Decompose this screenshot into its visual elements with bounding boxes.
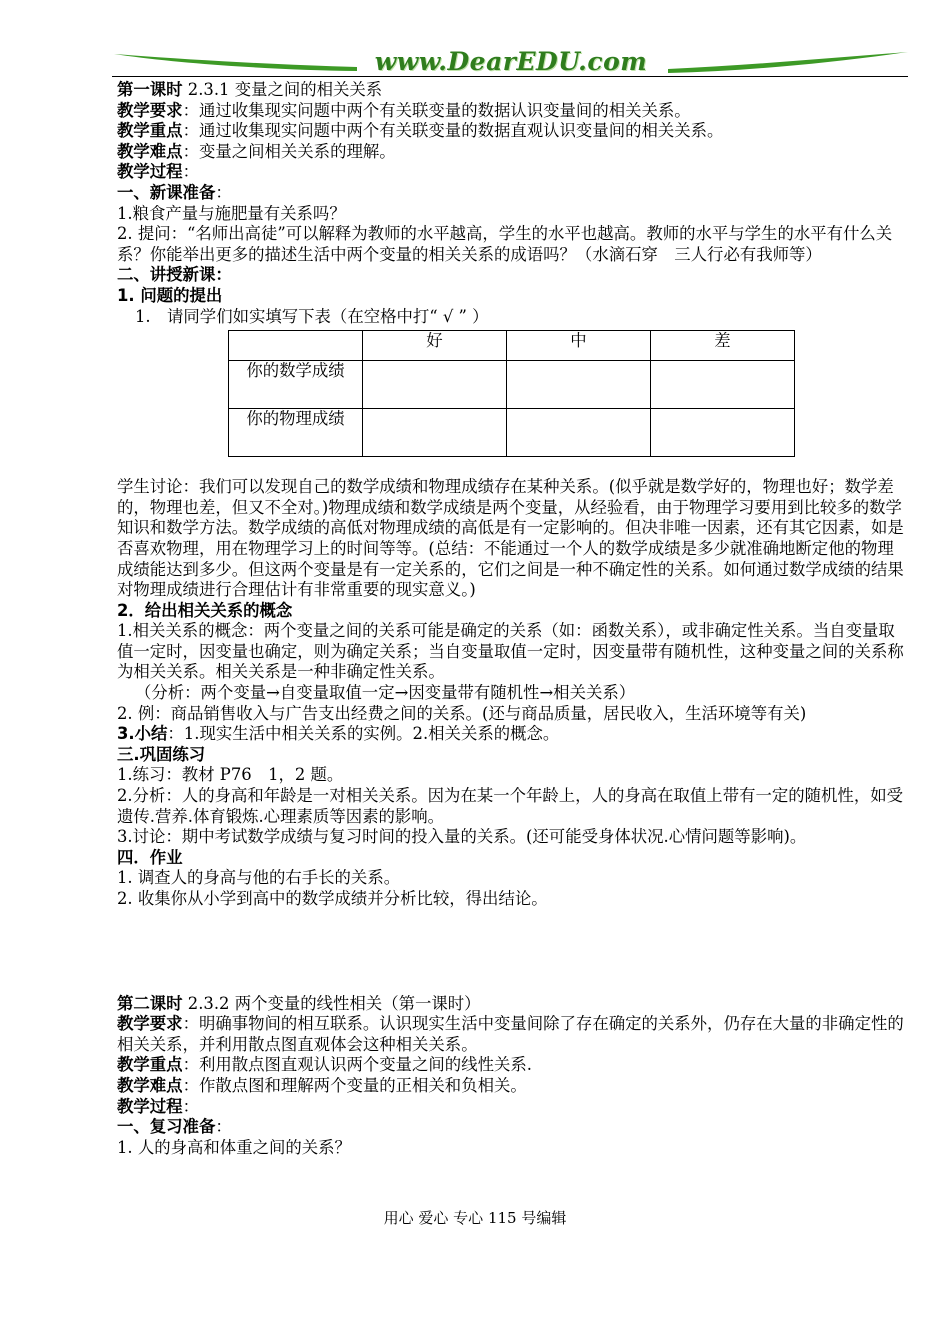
concept-analysis: （分析：两个变量→自变量取值一定→因变量带有随机性→相关关系） [135,683,636,703]
concept-heading: 2．给出相关关系的概念 [117,600,293,620]
table-header-cell: 差 [651,331,795,361]
discussion-paragraph: 学生讨论：我们可以发现自己的数学成绩和物理成绩存在某种关系。(似乎就是数学好的，物理也好；数学差的，物理也差，但又不全对。)物理成绩和数学成绩是两个变量，从经验看，由于物理学习要用到比较多的数学知识和数学方法。数学成绩的高低对物理成绩的高低是有一定影响的。但决非唯一因素，还有其它因素，如是否喜欢物理，用在物理学习上的时间等等。(总结：不能通过一个人的数学成绩是多少就准确地断定他的物理成绩能达到多少。但这两个变量是有一定关系的，它们之间是一种不确定性的关系。如何通过数学成绩的结果对物理成绩进行合理估计有非常重要的现实意义。) [117,477,904,600]
row-label-cell: 你的物理成绩 [229,409,363,457]
lesson1-difficulty: 教学难点：变量之间相关关系的理解。 [117,141,396,161]
section4-heading: 四．作业 [117,847,183,867]
fill-cell[interactable] [651,361,795,409]
lesson1-section1-heading: 一、新课准备： [117,182,232,202]
fill-cell[interactable] [363,409,507,457]
section3-heading: 三.巩固练习 [117,744,206,764]
table-header-cell [229,331,363,361]
practice-1: 1.练习：教材 P76 1，2 题。 [117,765,344,785]
homework-2: 2. 收集你从小学到高中的数学成绩并分析比较，得出结论。 [117,889,548,908]
page-footer: 用心 爱心 专心 115 号编辑 [383,1209,567,1227]
table-instruction: 1. 请同学们如实填写下表（在空格中打“ √ ” ） [135,306,489,326]
lesson1-prep-q2: 2. 提问：“名师出高徒”可以解释为教师的水平越高，学生的水平也越高。教师的水平与学生的水平有什么关系？你能举出更多的描述生活中两个变量的相关关系的成语吗？（水滴石穿 三人行必有我师等） [117,224,893,264]
spacer [117,910,909,994]
lesson1-section2-heading: 二、讲授新课： [117,265,232,285]
lesson1-process: 教学过程： [117,162,199,182]
concept-definition: 1.相关关系的概念：两个变量之间的关系可能是确定的关系（如：函数关系），或非确定性关系。当自变量取值一定时，因变量也确定，则为确定关系；当自变量取值一定时，因变量带有随机性，这种变量之间的关系称为相关关系。相关关系是一种非确定性关系。 [117,621,904,682]
lesson1-prep-q1: 1.粮食产量与施肥量有关系吗？ [117,203,346,223]
lesson2-title: 第二课时 2.3.2 两个变量的线性相关（第一课时） [117,993,481,1013]
practice-3: 3.讨论：期中考试数学成绩与复习时间的投入量的关系。(还可能受身体状况.心情问题等影响)。 [117,827,807,847]
lesson2-review-q1: 1. 人的身高和体重之间的关系？ [117,1137,351,1157]
site-brand: www.DearEDU.com [374,47,648,76]
page-header [112,46,910,80]
table-header-cell: 中 [507,331,651,361]
fill-cell[interactable] [507,361,651,409]
grades-table [228,330,795,457]
document-body [117,80,909,1158]
lesson2-difficulty: 教学难点：作散点图和理解两个变量的正相关和负相关。 [117,1075,527,1095]
row-label-cell: 你的数学成绩 [229,361,363,409]
homework-1: 1. 调查人的身高与他的右手长的关系。 [117,868,401,888]
concept-example: 2. 例：商品销售收入与广告支出经费之间的关系。(还与商品质量，居民收入，生活环境等有关) [117,703,807,723]
table-header-cell: 好 [363,331,507,361]
summary: 3.小结：1.现实生活中相关关系的实例。2.相关关系的概念。 [117,724,560,744]
table-row [229,409,795,457]
practice-2: 2.分析：人的身高和年龄是一对相关关系。因为在某一个年龄上，人的身高在取值上带有一定的随机性，如受遗传.营养.体育锻炼.心理素质等因素的影响。 [117,786,903,826]
lesson1-keypoint: 教学重点：通过收集现实问题中两个有关联变量的数据直观认识变量间的相关关系。 [117,121,724,141]
fill-cell[interactable] [507,409,651,457]
lesson1-title: 第一课时 2.3.1 变量之间的相关关系 [117,80,383,99]
table-header-row [229,331,795,361]
lesson2-keypoint: 教学重点：利用散点图直观认识两个变量之间的线性关系. [117,1055,532,1075]
header-rule [112,76,908,77]
lesson2-section1-heading: 一、复习准备： [117,1117,232,1137]
fill-cell[interactable] [363,361,507,409]
lesson2-requirement: 教学要求：明确事物间的相互联系。认识现实生活中变量间除了存在确定的关系外，仍存在大量的非确定性的相关关系，并利用散点图直观体会这种相关关系。 [117,1014,904,1054]
table-row [229,361,795,409]
lesson2-process: 教学过程： [117,1096,199,1116]
problem-heading: 1. 问题的提出 [117,285,223,305]
fill-cell[interactable] [651,409,795,457]
lesson1-requirement: 教学要求：通过收集现实问题中两个有关联变量的数据认识变量间的相关关系。 [117,100,691,120]
